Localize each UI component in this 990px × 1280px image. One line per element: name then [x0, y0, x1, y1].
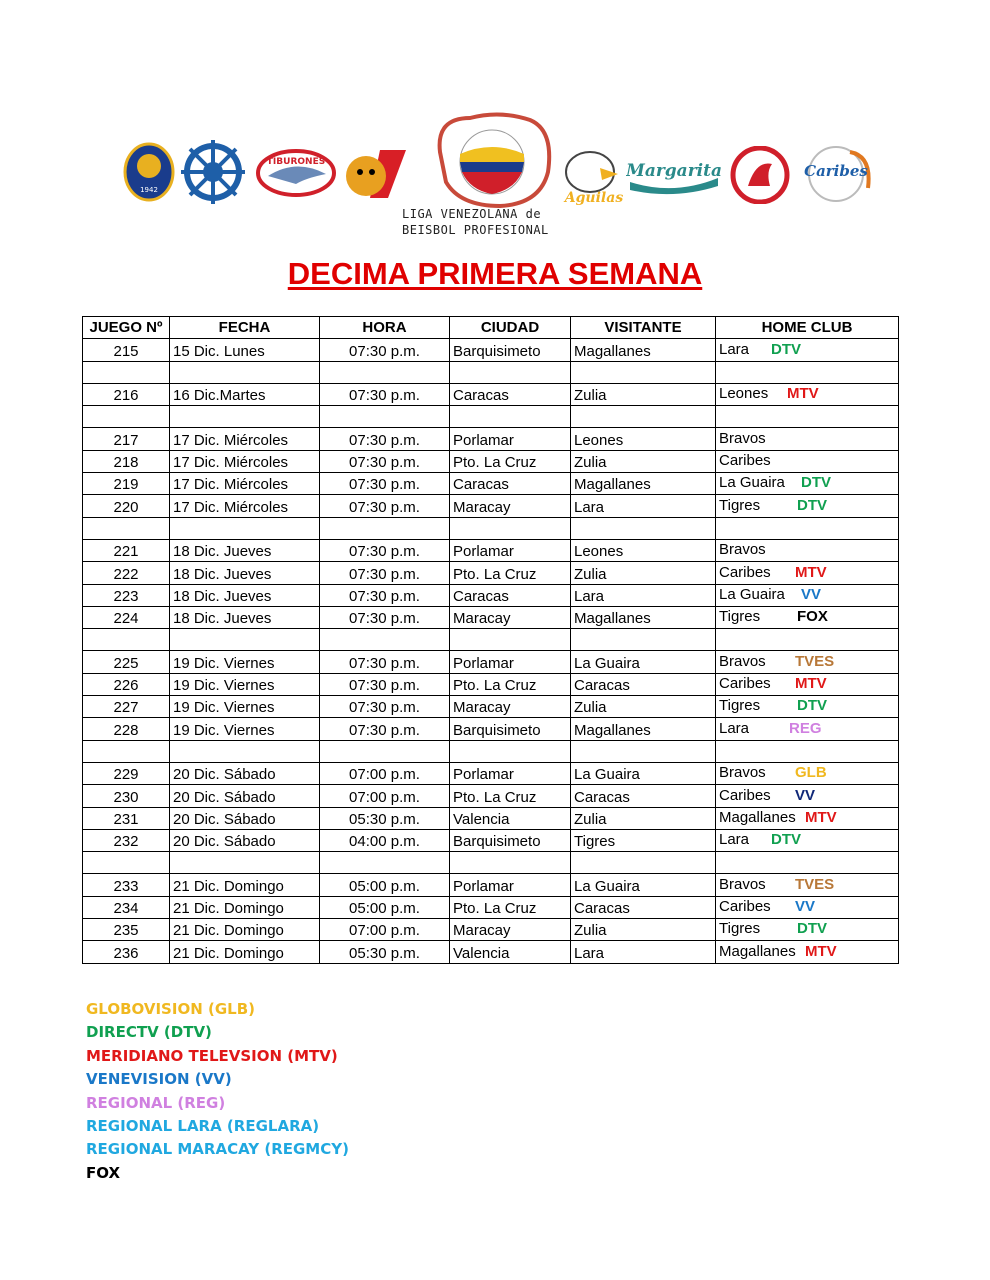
home-club-cell: [716, 762, 899, 784]
table-row: [83, 919, 899, 941]
home-club-name: Bravos: [719, 429, 766, 447]
legend-item: DIRECTV (DTV): [86, 1023, 212, 1042]
home-club-name: Tigres: [719, 697, 761, 715]
home-club-cell: [716, 896, 899, 918]
empty-cell: [170, 852, 320, 874]
home-club-name: Caribes: [719, 898, 771, 916]
date-cell: 18 Dic. Jueves: [170, 539, 320, 561]
schedule-table: [82, 316, 899, 964]
time-cell: 05:30 p.m.: [320, 807, 450, 829]
date-cell: 17 Dic. Miércoles: [170, 428, 320, 450]
broadcaster-legend: [86, 998, 349, 1185]
empty-cell: [170, 361, 320, 383]
visitor-cell: Magallanes: [571, 473, 716, 495]
time-cell: 07:30 p.m.: [320, 584, 450, 606]
time-cell: 07:00 p.m.: [320, 919, 450, 941]
empty-cell: [170, 406, 320, 428]
legend-item: FOX: [86, 1163, 121, 1182]
game-number-cell: 223: [83, 584, 170, 606]
table-row: [83, 473, 899, 495]
legend-item: GLOBOVISION (GLB): [86, 1000, 255, 1018]
empty-cell: [716, 517, 899, 539]
table-row: [83, 762, 899, 784]
game-number-cell: 233: [83, 874, 170, 896]
home-club-name: Bravos: [719, 541, 766, 559]
baseball-glove-icon: [430, 112, 556, 208]
table-row: [83, 874, 899, 896]
column-header-ciudad: CIUDAD: [450, 317, 571, 339]
city-cell: Valencia: [450, 807, 571, 829]
blank-row: [83, 361, 899, 383]
home-club-cell: [716, 807, 899, 829]
column-header-visitante: VISITANTE: [571, 317, 716, 339]
empty-cell: [450, 517, 571, 539]
date-cell: 18 Dic. Jueves: [170, 606, 320, 628]
broadcaster-badge: REG: [789, 719, 822, 737]
city-cell: Valencia: [450, 941, 571, 963]
empty-cell: [83, 852, 170, 874]
home-club-name: Lara: [719, 831, 750, 849]
date-cell: 21 Dic. Domingo: [170, 919, 320, 941]
time-cell: 07:30 p.m.: [320, 651, 450, 673]
empty-cell: [83, 406, 170, 428]
home-club-cell: [716, 584, 899, 606]
empty-cell: [571, 361, 716, 383]
home-club-cell: [716, 473, 899, 495]
visitor-cell: Magallanes: [571, 606, 716, 628]
home-club-name: Tigres: [719, 496, 761, 514]
time-cell: 05:30 p.m.: [320, 941, 450, 963]
blank-row: [83, 629, 899, 651]
game-number-cell: 220: [83, 495, 170, 517]
empty-cell: [571, 740, 716, 762]
home-club-cell: [716, 606, 899, 628]
broadcaster-badge: TVES: [795, 652, 835, 670]
game-number-cell: 217: [83, 428, 170, 450]
blank-row: [83, 852, 899, 874]
home-club-cell: [716, 718, 899, 740]
game-number-cell: 219: [83, 473, 170, 495]
date-cell: 19 Dic. Viernes: [170, 718, 320, 740]
svg-text:1942: 1942: [140, 186, 158, 194]
time-cell: 07:30 p.m.: [320, 606, 450, 628]
empty-cell: [450, 361, 571, 383]
empty-cell: [170, 517, 320, 539]
city-cell: Pto. La Cruz: [450, 450, 571, 472]
broadcaster-badge: VV: [801, 585, 822, 603]
home-club-name: Caribes: [719, 452, 771, 470]
home-club-name: Magallanes: [719, 942, 796, 960]
home-club-cell: [716, 785, 899, 807]
table-row: [83, 606, 899, 628]
legend-item: VENEVISION (VV): [86, 1070, 232, 1089]
broadcaster-badge: DTV: [771, 340, 801, 358]
home-club-name: Caribes: [719, 563, 771, 581]
time-cell: 05:00 p.m.: [320, 874, 450, 896]
visitor-cell: Magallanes: [571, 718, 716, 740]
schedule-body: [83, 339, 899, 963]
date-cell: 21 Dic. Domingo: [170, 874, 320, 896]
empty-cell: [571, 517, 716, 539]
time-cell: 07:30 p.m.: [320, 428, 450, 450]
date-cell: 17 Dic. Miércoles: [170, 473, 320, 495]
city-cell: Barquisimeto: [450, 829, 571, 851]
table-row: [83, 584, 899, 606]
broadcaster-badge: FOX: [797, 608, 828, 626]
empty-cell: [716, 852, 899, 874]
visitor-cell: La Guaira: [571, 762, 716, 784]
column-header-fecha: FECHA: [170, 317, 320, 339]
game-number-cell: 224: [83, 606, 170, 628]
city-cell: Porlamar: [450, 651, 571, 673]
eagle-icon: [560, 148, 626, 206]
time-cell: 07:30 p.m.: [320, 495, 450, 517]
date-cell: 19 Dic. Viernes: [170, 651, 320, 673]
visitor-cell: Zulia: [571, 383, 716, 405]
date-cell: 21 Dic. Domingo: [170, 896, 320, 918]
visitor-cell: La Guaira: [571, 651, 716, 673]
visitor-cell: Magallanes: [571, 339, 716, 361]
time-cell: 05:00 p.m.: [320, 896, 450, 918]
svg-text:Aguilas: Aguilas: [564, 190, 624, 206]
date-cell: 18 Dic. Jueves: [170, 562, 320, 584]
game-number-cell: 221: [83, 539, 170, 561]
table-row: [83, 718, 899, 740]
date-cell: 15 Dic. Lunes: [170, 339, 320, 361]
empty-cell: [320, 629, 450, 651]
caribes-wordmark-icon: [802, 144, 874, 204]
city-cell: Pto. La Cruz: [450, 562, 571, 584]
column-header-juego: JUEGO Nº: [83, 317, 170, 339]
city-cell: Caracas: [450, 584, 571, 606]
time-cell: 07:30 p.m.: [320, 539, 450, 561]
empty-cell: [170, 740, 320, 762]
city-cell: Porlamar: [450, 762, 571, 784]
table-row: [83, 896, 899, 918]
empty-cell: [571, 406, 716, 428]
blank-row: [83, 740, 899, 762]
table-row: [83, 829, 899, 851]
table-header-row: [83, 317, 899, 339]
city-cell: Caracas: [450, 383, 571, 405]
home-club-name: Lara: [719, 340, 750, 358]
empty-cell: [320, 852, 450, 874]
time-cell: 07:30 p.m.: [320, 673, 450, 695]
table-row: [83, 785, 899, 807]
city-cell: Porlamar: [450, 428, 571, 450]
svg-text:Caribes: Caribes: [804, 162, 868, 180]
legend-item: REGIONAL (REG): [86, 1093, 226, 1112]
table-row: [83, 941, 899, 963]
broadcaster-badge: VV: [795, 898, 816, 916]
visitor-cell: Lara: [571, 584, 716, 606]
visitor-cell: Leones: [571, 428, 716, 450]
city-cell: Maracay: [450, 495, 571, 517]
home-club-cell: [716, 383, 899, 405]
broadcaster-badge: DTV: [801, 474, 831, 492]
home-club-name: Caribes: [719, 675, 771, 693]
page-title-text: DECIMA PRIMERA SEMANA: [287, 256, 703, 291]
visitor-cell: Zulia: [571, 562, 716, 584]
home-club-name: Bravos: [719, 875, 766, 893]
broadcaster-badge: TVES: [795, 875, 835, 893]
empty-cell: [716, 361, 899, 383]
legend-item: REGIONAL MARACAY (REGMCY): [86, 1140, 349, 1159]
time-cell: 04:00 p.m.: [320, 829, 450, 851]
home-club-cell: [716, 941, 899, 963]
blank-row: [83, 517, 899, 539]
empty-cell: [716, 740, 899, 762]
tiger-icon: [340, 146, 408, 202]
empty-cell: [83, 629, 170, 651]
time-cell: 07:30 p.m.: [320, 450, 450, 472]
home-club-name: Leones: [719, 385, 769, 403]
visitor-cell: Caracas: [571, 896, 716, 918]
svg-text:TIBURONES: TIBURONES: [266, 157, 326, 167]
time-cell: 07:30 p.m.: [320, 339, 450, 361]
column-header-home-club: HOME CLUB: [716, 317, 899, 339]
city-cell: Porlamar: [450, 874, 571, 896]
date-cell: 16 Dic.Martes: [170, 383, 320, 405]
time-cell: 07:30 p.m.: [320, 718, 450, 740]
empty-cell: [320, 406, 450, 428]
table-row: [83, 450, 899, 472]
empty-cell: [450, 406, 571, 428]
legend-item: REGIONAL LARA (REGLARA): [86, 1116, 320, 1135]
empty-cell: [320, 740, 450, 762]
empty-cell: [320, 361, 450, 383]
game-number-cell: 236: [83, 941, 170, 963]
home-club-cell: [716, 339, 899, 361]
home-club-cell: [716, 829, 899, 851]
game-number-cell: 229: [83, 762, 170, 784]
game-number-cell: 235: [83, 919, 170, 941]
time-cell: 07:30 p.m.: [320, 562, 450, 584]
home-club-cell: [716, 495, 899, 517]
broadcaster-badge: VV: [795, 786, 816, 804]
game-number-cell: 222: [83, 562, 170, 584]
home-club-cell: [716, 919, 899, 941]
game-number-cell: 227: [83, 696, 170, 718]
broadcaster-badge: MTV: [787, 385, 819, 403]
time-cell: 07:00 p.m.: [320, 785, 450, 807]
home-club-cell: [716, 562, 899, 584]
table-row: [83, 807, 899, 829]
game-number-cell: 228: [83, 718, 170, 740]
home-club-name: Tigres: [719, 920, 761, 938]
game-number-cell: 234: [83, 896, 170, 918]
league-name-line1: LIGA VENEZOLANA de: [402, 207, 542, 221]
game-number-cell: 218: [83, 450, 170, 472]
game-number-cell: 231: [83, 807, 170, 829]
table-row: [83, 539, 899, 561]
visitor-cell: Lara: [571, 941, 716, 963]
visitor-cell: La Guaira: [571, 874, 716, 896]
date-cell: 20 Dic. Sábado: [170, 829, 320, 851]
broadcaster-badge: MTV: [795, 675, 827, 693]
visitor-cell: Zulia: [571, 919, 716, 941]
table-row: [83, 651, 899, 673]
visitor-cell: Caracas: [571, 785, 716, 807]
table-row: [83, 696, 899, 718]
empty-cell: [170, 629, 320, 651]
city-cell: Maracay: [450, 696, 571, 718]
empty-cell: [571, 852, 716, 874]
league-name: [402, 206, 562, 238]
home-club-name: Tigres: [719, 608, 761, 626]
visitor-cell: Leones: [571, 539, 716, 561]
date-cell: 20 Dic. Sábado: [170, 762, 320, 784]
table-row: [83, 383, 899, 405]
broadcaster-badge: MTV: [805, 808, 837, 826]
game-number-cell: 225: [83, 651, 170, 673]
table-row: [83, 495, 899, 517]
home-club-name: La Guaira: [719, 585, 785, 603]
home-club-cell: [716, 651, 899, 673]
game-number-cell: 230: [83, 785, 170, 807]
time-cell: 07:00 p.m.: [320, 762, 450, 784]
city-cell: Maracay: [450, 919, 571, 941]
broadcaster-badge: MTV: [805, 942, 837, 960]
city-cell: Porlamar: [450, 539, 571, 561]
home-club-cell: [716, 428, 899, 450]
empty-cell: [320, 517, 450, 539]
home-club-name: Lara: [719, 719, 750, 737]
home-club-cell: [716, 696, 899, 718]
visitor-cell: Zulia: [571, 696, 716, 718]
home-club-name: Magallanes: [719, 808, 796, 826]
game-number-cell: 226: [83, 673, 170, 695]
game-number-cell: 215: [83, 339, 170, 361]
home-club-cell: [716, 874, 899, 896]
broadcaster-badge: DTV: [797, 496, 827, 514]
table-row: [83, 562, 899, 584]
visitor-cell: Zulia: [571, 807, 716, 829]
shark-icon: [256, 148, 336, 198]
column-header-hora: HORA: [320, 317, 450, 339]
table-row: [83, 428, 899, 450]
cardinal-icon: [726, 146, 794, 204]
home-club-cell: [716, 673, 899, 695]
date-cell: 19 Dic. Viernes: [170, 673, 320, 695]
time-cell: 07:30 p.m.: [320, 383, 450, 405]
home-club-cell: [716, 450, 899, 472]
home-club-name: Caribes: [719, 786, 771, 804]
lion-crest-icon: [122, 142, 176, 202]
game-number-cell: 232: [83, 829, 170, 851]
visitor-cell: Zulia: [571, 450, 716, 472]
legend-item: MERIDIANO TELEVSION (MTV): [86, 1046, 338, 1065]
home-club-cell: [716, 539, 899, 561]
city-cell: Caracas: [450, 473, 571, 495]
city-cell: Barquisimeto: [450, 718, 571, 740]
visitor-cell: Caracas: [571, 673, 716, 695]
city-cell: Maracay: [450, 606, 571, 628]
margarita-wordmark-icon: [626, 152, 722, 196]
game-number-cell: 216: [83, 383, 170, 405]
page-title: [0, 254, 990, 294]
broadcaster-badge: GLB: [795, 764, 827, 782]
empty-cell: [716, 406, 899, 428]
ship-wheel-icon: [180, 140, 246, 204]
city-cell: Pto. La Cruz: [450, 785, 571, 807]
city-cell: Barquisimeto: [450, 339, 571, 361]
empty-cell: [83, 361, 170, 383]
home-club-name: Bravos: [719, 652, 766, 670]
visitor-cell: Tigres: [571, 829, 716, 851]
empty-cell: [571, 629, 716, 651]
broadcaster-badge: DTV: [771, 831, 801, 849]
city-cell: Pto. La Cruz: [450, 896, 571, 918]
league-name-line2: BEISBOL PROFESIONAL: [402, 223, 549, 237]
date-cell: 21 Dic. Domingo: [170, 941, 320, 963]
table-row: [83, 339, 899, 361]
time-cell: 07:30 p.m.: [320, 696, 450, 718]
time-cell: 07:30 p.m.: [320, 473, 450, 495]
broadcaster-badge: DTV: [797, 920, 827, 938]
empty-cell: [450, 740, 571, 762]
empty-cell: [83, 517, 170, 539]
broadcaster-badge: DTV: [797, 697, 827, 715]
empty-cell: [450, 852, 571, 874]
home-club-name: La Guaira: [719, 474, 785, 492]
visitor-cell: Lara: [571, 495, 716, 517]
broadcaster-badge: MTV: [795, 563, 827, 581]
date-cell: 17 Dic. Miércoles: [170, 450, 320, 472]
svg-text:Margarita: Margarita: [626, 161, 722, 181]
date-cell: 17 Dic. Miércoles: [170, 495, 320, 517]
empty-cell: [450, 629, 571, 651]
city-cell: Pto. La Cruz: [450, 673, 571, 695]
date-cell: 18 Dic. Jueves: [170, 584, 320, 606]
date-cell: 20 Dic. Sábado: [170, 785, 320, 807]
empty-cell: [716, 629, 899, 651]
home-club-name: Bravos: [719, 764, 766, 782]
date-cell: 19 Dic. Viernes: [170, 696, 320, 718]
table-row: [83, 673, 899, 695]
date-cell: 20 Dic. Sábado: [170, 807, 320, 829]
blank-row: [83, 406, 899, 428]
empty-cell: [83, 740, 170, 762]
